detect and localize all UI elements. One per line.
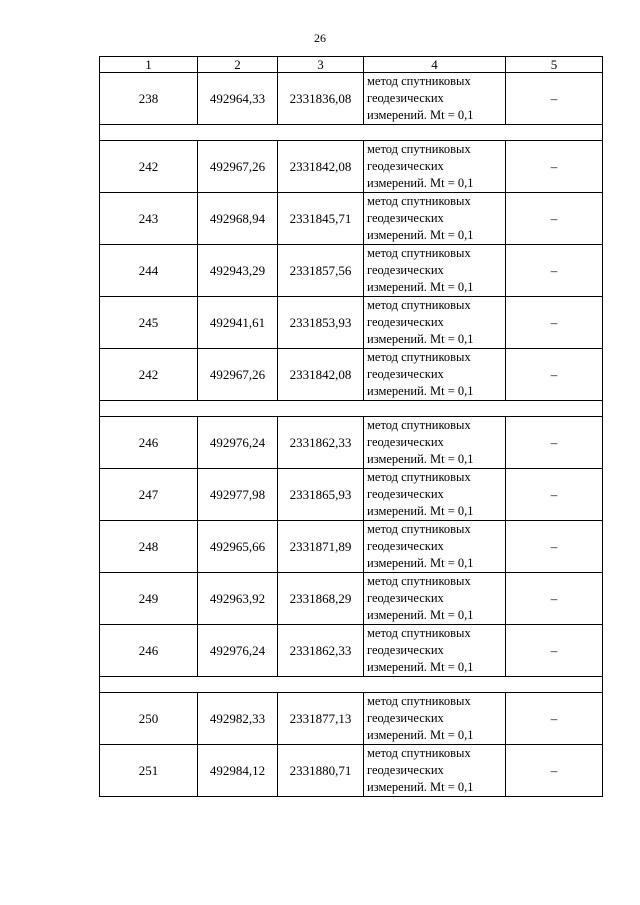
method-text-line: геодезических <box>367 539 444 553</box>
y-coordinate-cell: 2331871,89 <box>278 521 364 573</box>
table-row <box>100 245 603 297</box>
table-row <box>100 193 603 245</box>
table-row <box>100 469 603 521</box>
x-coordinate-cell: 492982,33 <box>198 693 278 745</box>
y-coordinate-cell: 2331842,08 <box>278 141 364 193</box>
point-number-cell: 251 <box>100 745 198 797</box>
method-text-line: измерений. Mt = 0,1 <box>367 728 474 742</box>
method-text-line: геодезических <box>367 367 444 381</box>
method-text-line: геодезических <box>367 91 444 105</box>
method-text-line: геодезических <box>367 159 444 173</box>
method-cell <box>364 141 506 193</box>
method-text-line: метод спутниковых <box>367 418 471 432</box>
separator-cell <box>100 125 603 141</box>
point-number-cell: 250 <box>100 693 198 745</box>
table-row <box>100 141 603 193</box>
method-text-line: измерений. Mt = 0,1 <box>367 660 474 674</box>
method-cell <box>364 625 506 677</box>
page-number: 26 <box>314 31 326 45</box>
method-text-line: геодезических <box>367 315 444 329</box>
method-text-line: измерений. Mt = 0,1 <box>367 228 474 242</box>
y-coordinate-cell: 2331836,08 <box>278 73 364 125</box>
table-row <box>100 745 603 797</box>
x-coordinate-cell: 492964,33 <box>198 73 278 125</box>
method-text-line: измерений. Mt = 0,1 <box>367 108 474 122</box>
y-coordinate-cell: 2331862,33 <box>278 417 364 469</box>
table-row <box>100 297 603 349</box>
table-row <box>100 625 603 677</box>
point-number-cell: 242 <box>100 141 198 193</box>
accuracy-cell: – <box>506 193 603 245</box>
accuracy-cell: – <box>506 141 603 193</box>
method-text-line: измерений. Mt = 0,1 <box>367 280 474 294</box>
method-text-line: измерений. Mt = 0,1 <box>367 176 474 190</box>
point-number-cell: 243 <box>100 193 198 245</box>
accuracy-cell: – <box>506 245 603 297</box>
method-text-line: измерений. Mt = 0,1 <box>367 504 474 518</box>
method-text-line: метод спутниковых <box>367 522 471 536</box>
method-cell <box>364 245 506 297</box>
y-coordinate-cell: 2331845,71 <box>278 193 364 245</box>
x-coordinate-cell: 492984,12 <box>198 745 278 797</box>
x-coordinate-cell: 492967,26 <box>198 141 278 193</box>
point-number-cell: 244 <box>100 245 198 297</box>
accuracy-cell: – <box>506 417 603 469</box>
x-coordinate-cell: 492967,26 <box>198 349 278 401</box>
method-text-line: метод спутниковых <box>367 246 471 260</box>
x-coordinate-cell: 492976,24 <box>198 417 278 469</box>
method-cell <box>364 297 506 349</box>
method-cell <box>364 693 506 745</box>
table-row <box>100 693 603 745</box>
method-cell <box>364 193 506 245</box>
point-number-cell: 246 <box>100 417 198 469</box>
y-coordinate-cell: 2331865,93 <box>278 469 364 521</box>
method-text-line: метод спутниковых <box>367 626 471 640</box>
accuracy-cell: – <box>506 73 603 125</box>
method-text-line: метод спутниковых <box>367 694 471 708</box>
method-text-line: измерений. Mt = 0,1 <box>367 332 474 346</box>
method-cell <box>364 573 506 625</box>
y-coordinate-cell: 2331857,56 <box>278 245 364 297</box>
method-text-line: измерений. Mt = 0,1 <box>367 608 474 622</box>
method-text-line: геодезических <box>367 435 444 449</box>
x-coordinate-cell: 492965,66 <box>198 521 278 573</box>
table-row <box>100 573 603 625</box>
y-coordinate-cell: 2331862,33 <box>278 625 364 677</box>
method-text-line: геодезических <box>367 643 444 657</box>
coordinates-table-body <box>100 57 603 797</box>
method-text-line: метод спутниковых <box>367 74 471 88</box>
y-coordinate-cell: 2331842,08 <box>278 349 364 401</box>
accuracy-cell: – <box>506 573 603 625</box>
method-cell <box>364 469 506 521</box>
method-text-line: метод спутниковых <box>367 350 471 364</box>
method-text-line: метод спутниковых <box>367 470 471 484</box>
method-text-line: геодезических <box>367 487 444 501</box>
method-text-line: метод спутниковых <box>367 746 471 760</box>
column-header: 2 <box>198 57 278 73</box>
column-header: 4 <box>364 57 506 73</box>
accuracy-cell: – <box>506 625 603 677</box>
x-coordinate-cell: 492976,24 <box>198 625 278 677</box>
accuracy-cell: – <box>506 521 603 573</box>
contour-separator-row <box>100 401 603 417</box>
column-header: 3 <box>278 57 364 73</box>
accuracy-cell: – <box>506 297 603 349</box>
table-header-row <box>100 57 603 73</box>
accuracy-cell: – <box>506 745 603 797</box>
method-cell <box>364 417 506 469</box>
method-text-line: измерений. Mt = 0,1 <box>367 452 474 466</box>
y-coordinate-cell: 2331868,29 <box>278 573 364 625</box>
contour-separator-row <box>100 677 603 693</box>
table-row <box>100 73 603 125</box>
coordinates-table <box>99 56 603 797</box>
x-coordinate-cell: 492941,61 <box>198 297 278 349</box>
method-cell <box>364 73 506 125</box>
method-text-line: геодезических <box>367 711 444 725</box>
separator-cell <box>100 401 603 417</box>
y-coordinate-cell: 2331853,93 <box>278 297 364 349</box>
method-text-line: геодезических <box>367 591 444 605</box>
table-row <box>100 417 603 469</box>
method-text-line: метод спутниковых <box>367 574 471 588</box>
table-row <box>100 349 603 401</box>
x-coordinate-cell: 492977,98 <box>198 469 278 521</box>
method-text-line: измерений. Mt = 0,1 <box>367 556 474 570</box>
method-text-line: геодезических <box>367 763 444 777</box>
accuracy-cell: – <box>506 693 603 745</box>
method-cell <box>364 521 506 573</box>
separator-cell <box>100 677 603 693</box>
method-text-line: измерений. Mt = 0,1 <box>367 384 474 398</box>
point-number-cell: 247 <box>100 469 198 521</box>
point-number-cell: 246 <box>100 625 198 677</box>
column-header: 5 <box>506 57 603 73</box>
method-text-line: метод спутниковых <box>367 194 471 208</box>
table-row <box>100 521 603 573</box>
y-coordinate-cell: 2331880,71 <box>278 745 364 797</box>
point-number-cell: 245 <box>100 297 198 349</box>
method-text-line: геодезических <box>367 211 444 225</box>
method-text-line: метод спутниковых <box>367 298 471 312</box>
accuracy-cell: – <box>506 469 603 521</box>
x-coordinate-cell: 492943,29 <box>198 245 278 297</box>
column-header: 1 <box>100 57 198 73</box>
point-number-cell: 238 <box>100 73 198 125</box>
method-text-line: геодезических <box>367 263 444 277</box>
method-text-line: метод спутниковых <box>367 142 471 156</box>
point-number-cell: 249 <box>100 573 198 625</box>
point-number-cell: 242 <box>100 349 198 401</box>
y-coordinate-cell: 2331877,13 <box>278 693 364 745</box>
x-coordinate-cell: 492968,94 <box>198 193 278 245</box>
point-number-cell: 248 <box>100 521 198 573</box>
method-cell <box>364 349 506 401</box>
accuracy-cell: – <box>506 349 603 401</box>
x-coordinate-cell: 492963,92 <box>198 573 278 625</box>
method-text-line: измерений. Mt = 0,1 <box>367 780 474 794</box>
contour-separator-row <box>100 125 603 141</box>
method-cell <box>364 745 506 797</box>
